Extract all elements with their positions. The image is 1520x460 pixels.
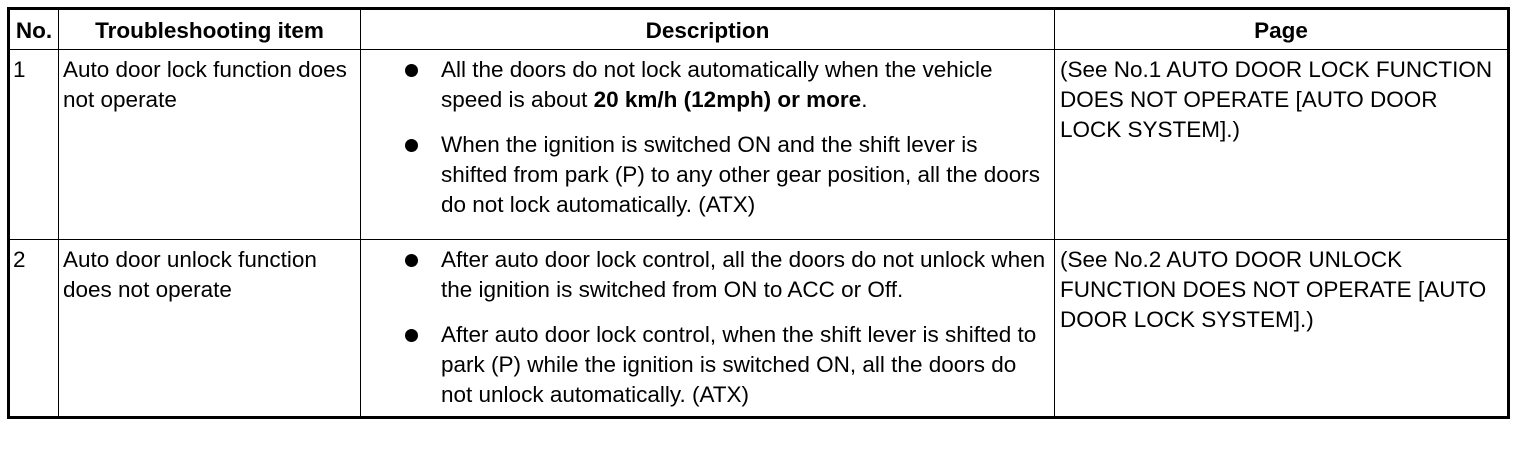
table-row (9, 50, 1509, 240)
header-troubleshooting-item: Troubleshooting item (59, 9, 361, 50)
troubleshooting-item: Auto door lock function does not operate (59, 50, 361, 240)
bullet-text: After auto door lock control, when the shift lever is shifted to park (P) while the ignition is switched ON, all the doors do not unlock automatically. (ATX) (441, 322, 1037, 407)
description-cell (361, 50, 1055, 240)
description-cell (361, 240, 1055, 418)
table-row (9, 240, 1509, 418)
description-bullet (403, 320, 1050, 410)
header-row (9, 9, 1509, 50)
description-bullet (403, 55, 1050, 115)
description-list (365, 55, 1050, 220)
description-list (365, 245, 1050, 410)
troubleshooting-table-container (7, 7, 1510, 419)
bullet-icon (405, 254, 418, 267)
header-page: Page (1055, 9, 1509, 50)
bullet-text-post: . (861, 87, 868, 112)
bullet-text: After auto door lock control, all the doors do not unlock when the ignition is switched from ON to ACC or Off. (441, 247, 1046, 302)
bullet-text-bold: 20 km/h (12mph) or more (593, 87, 862, 112)
page-reference: (See No.2 AUTO DOOR UNLOCK FUNCTION DOES NOT OPERATE [AUTO DOOR LOCK SYSTEM].) (1055, 240, 1509, 418)
description-bullet (403, 245, 1050, 305)
header-description: Description (361, 9, 1055, 50)
bullet-icon (405, 329, 418, 342)
bullet-icon (405, 139, 418, 152)
bullet-text-pre: All the doors do not lock automatically when the vehicle speed is about (441, 57, 993, 112)
troubleshooting-table (7, 7, 1510, 419)
troubleshooting-item: Auto door unlock function does not operate (59, 240, 361, 418)
bullet-text: When the ignition is switched ON and the shift lever is shifted from park (P) to any other gear position, all the doors do not lock automatically. (ATX) (441, 132, 1041, 217)
page-reference: (See No.1 AUTO DOOR LOCK FUNCTION DOES NOT OPERATE [AUTO DOOR LOCK SYSTEM].) (1055, 50, 1509, 240)
row-number: 2 (9, 240, 59, 418)
header-no: No. (9, 9, 59, 50)
description-bullet (403, 130, 1050, 220)
row-number: 1 (9, 50, 59, 240)
bullet-icon (405, 64, 418, 77)
